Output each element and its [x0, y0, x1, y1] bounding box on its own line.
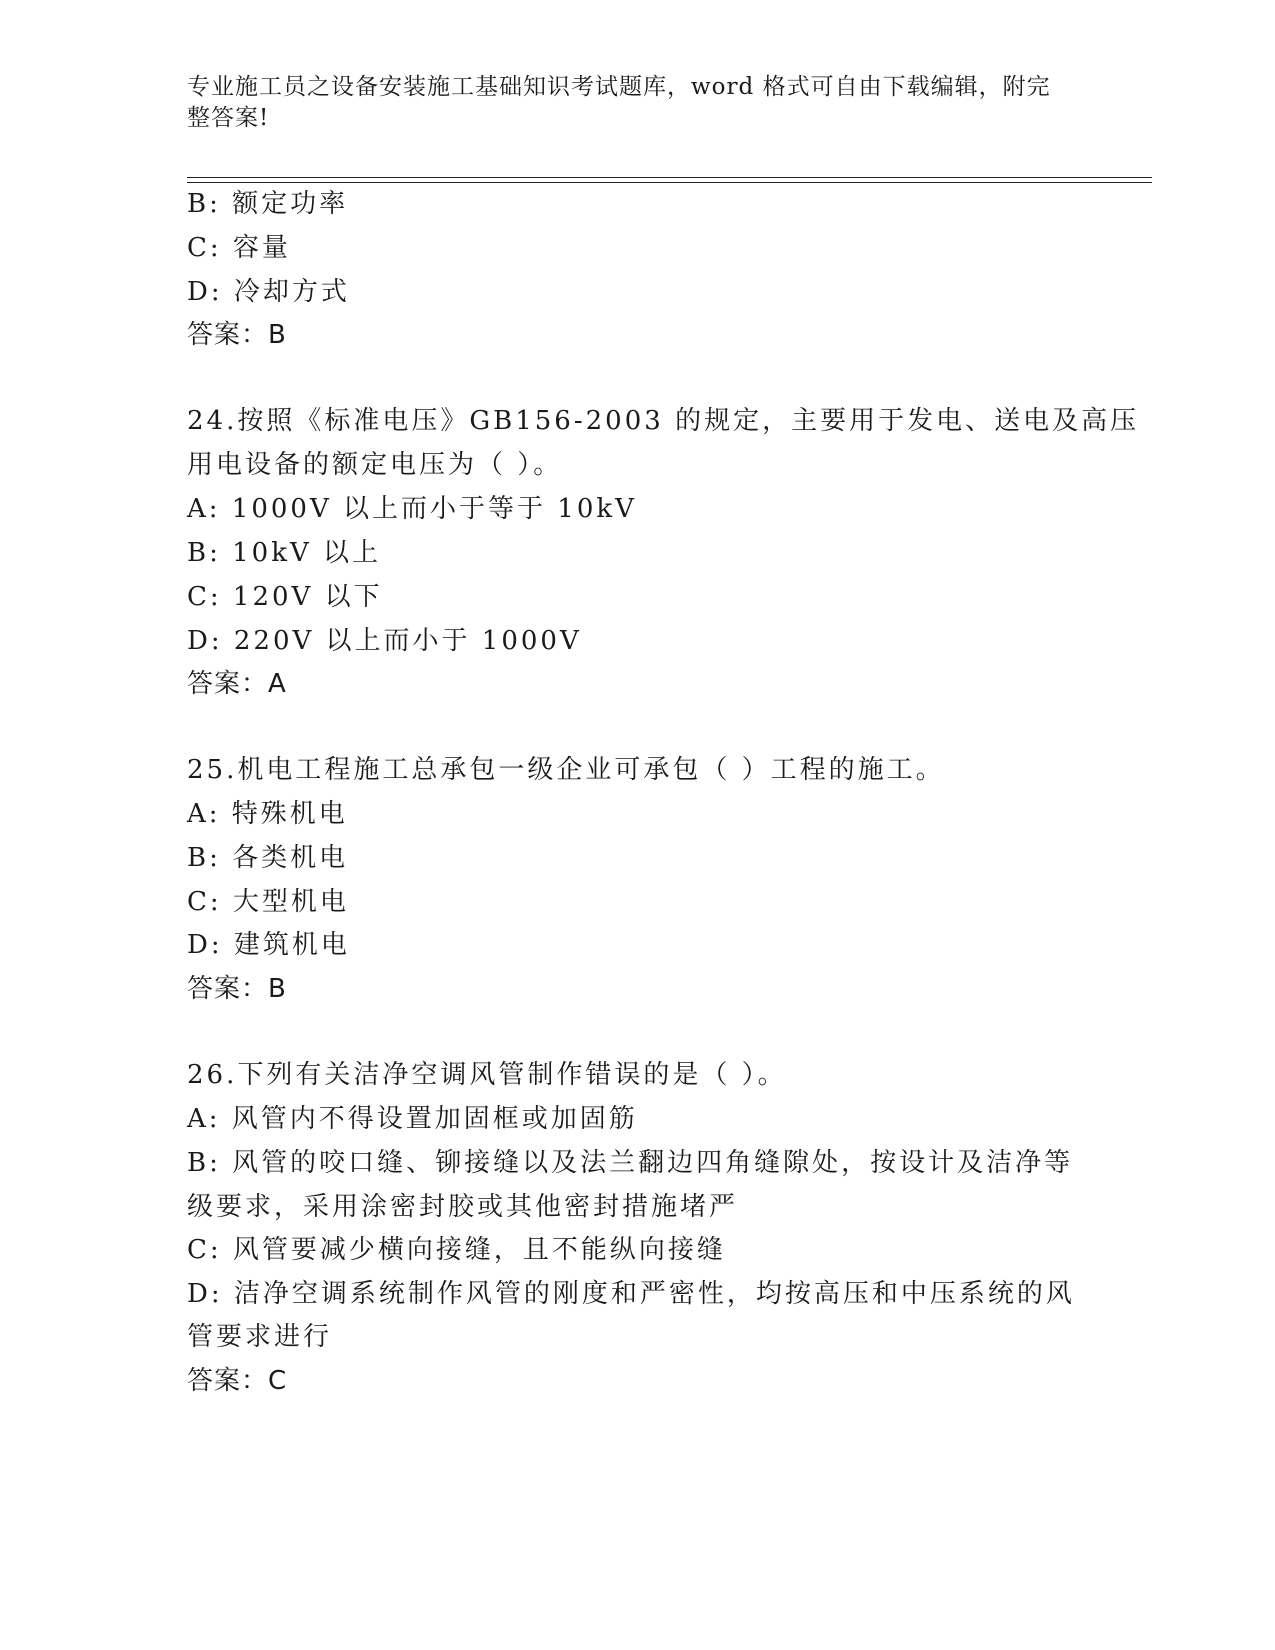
option-line: D: 220V 以上而小于 1000V	[187, 626, 582, 656]
option-line: D: 建筑机电	[187, 930, 350, 960]
answer-line: 答案：C	[187, 1366, 288, 1396]
option-line: D: 冷却方式	[187, 277, 350, 307]
header-rule-bottom	[187, 182, 1152, 183]
answer-line: 答案：A	[187, 669, 287, 699]
question-stem: 25.机电工程施工总承包一级企业可承包（ ）工程的施工。	[187, 755, 945, 785]
option-line: B: 额定功率	[187, 189, 349, 219]
option-line: A: 1000V 以上而小于等于 10kV	[187, 494, 637, 524]
option-line: D: 洁净空调系统制作风管的刚度和严密性，均按高压和中压系统的风	[187, 1279, 1075, 1309]
answer-line: 答案：B	[187, 974, 287, 1004]
option-line: C: 风管要减少横向接缝，且不能纵向接缝	[187, 1235, 726, 1265]
question-stem: 用电设备的额定电压为（ ）。	[187, 450, 563, 480]
option-line: B: 风管的咬口缝、铆接缝以及法兰翻边四角缝隙处，按设计及洁净等	[187, 1148, 1074, 1178]
answer-line: 答案：B	[187, 320, 287, 350]
option-line: A: 风管内不得设置加固框或加固筋	[187, 1104, 638, 1134]
option-line: B: 10kV 以上	[187, 538, 382, 568]
question-stem: 26.下列有关洁净空调风管制作错误的是（ ）。	[187, 1060, 787, 1090]
option-line: B: 各类机电	[187, 843, 349, 873]
option-line: C: 容量	[187, 233, 291, 263]
question-stem: 24.按照《标准电压》GB156-2003 的规定，主要用于发电、送电及高压	[187, 406, 1140, 436]
option-line: 级要求，采用涂密封胶或其他密封措施堵严	[187, 1192, 739, 1222]
header-rule-top	[187, 177, 1152, 178]
page-header: 专业施工员之设备安装施工基础知识考试题库，word 格式可自由下载编辑，附完整答案!	[187, 74, 1051, 131]
option-line: C: 120V 以下	[187, 582, 383, 612]
option-line: C: 大型机电	[187, 887, 349, 917]
option-line: A: 特殊机电	[187, 799, 348, 829]
option-line: 管要求进行	[187, 1322, 333, 1352]
